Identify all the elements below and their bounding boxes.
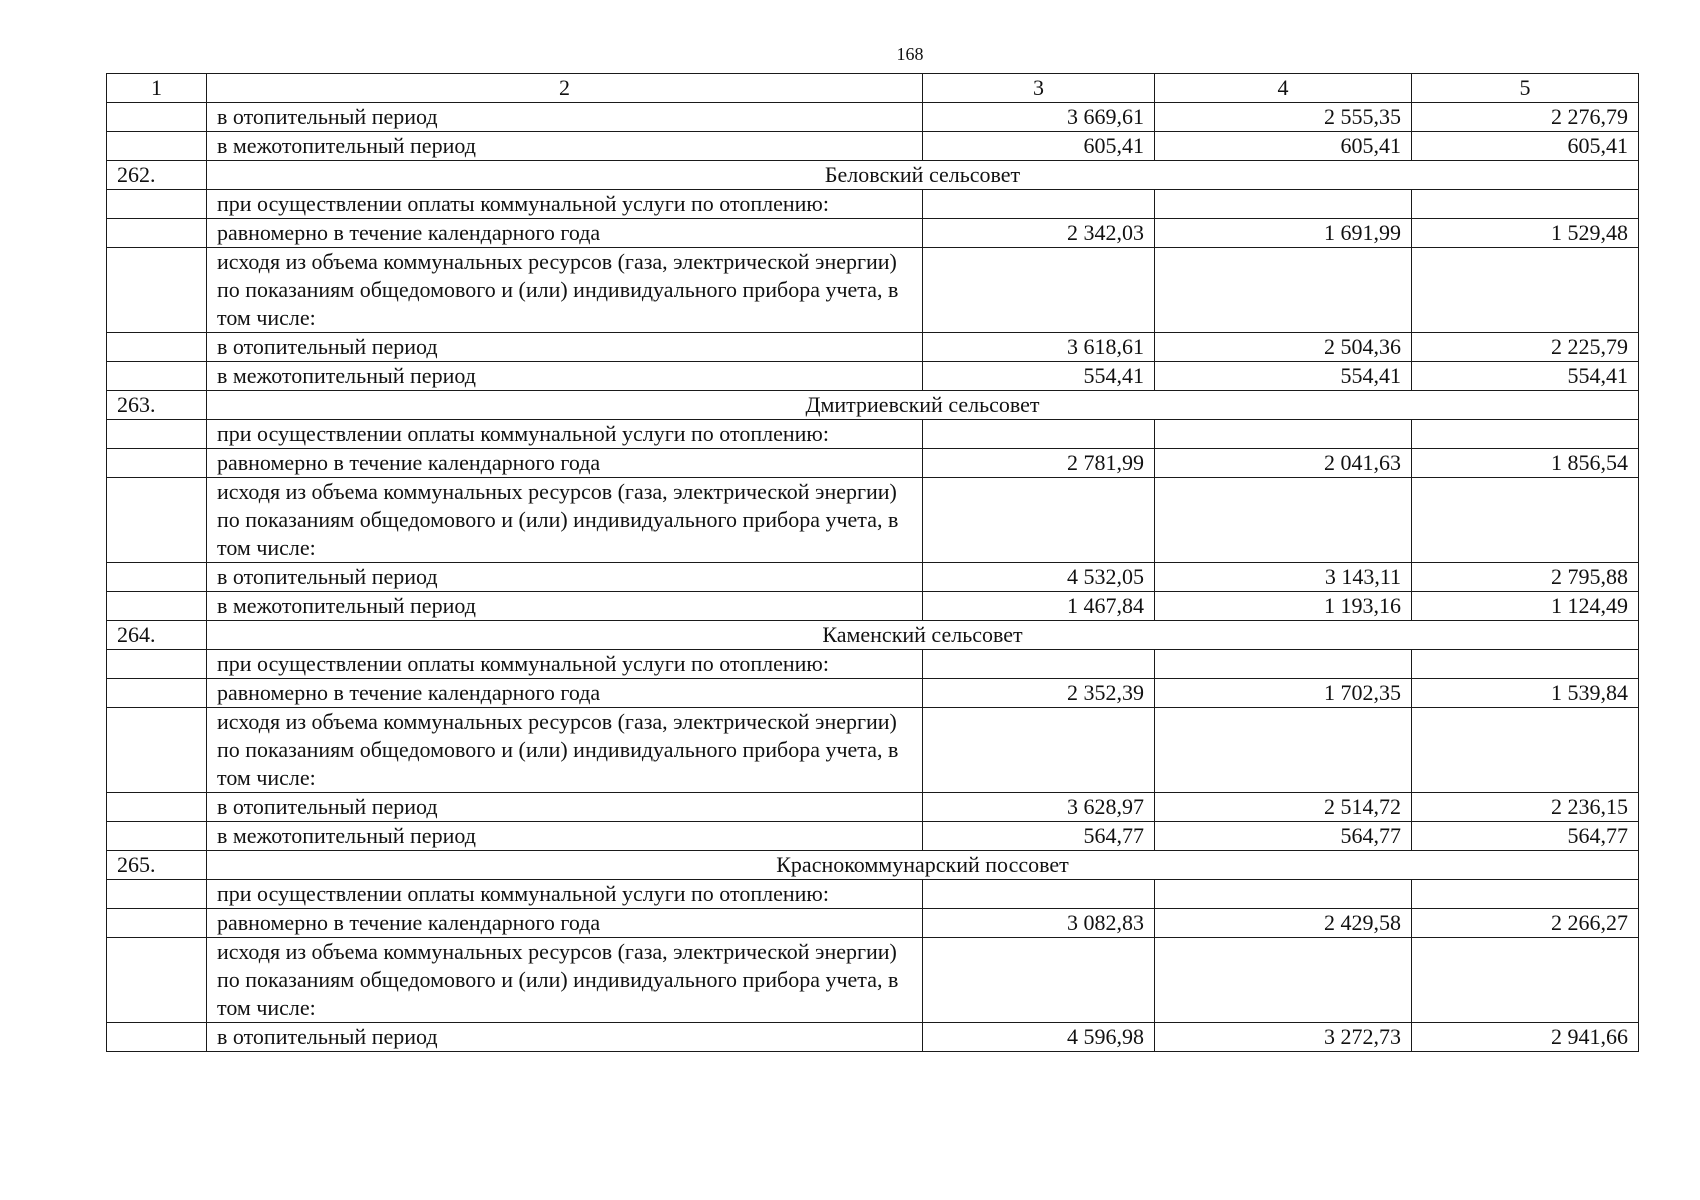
value-cell-v4: 554,41 [1155,362,1412,391]
row-number-cell [107,190,207,219]
value-cell-v4 [1155,650,1412,679]
multiline-row [107,478,1639,563]
value-cell-v4 [1155,190,1412,219]
row-number-cell [107,449,207,478]
table-row [107,333,1639,362]
row-number-cell [107,793,207,822]
value-cell-v5: 2 276,79 [1412,103,1639,132]
column-header: 2 [207,74,923,103]
table-row [107,103,1639,132]
row-description: исходя из объема коммунальных ресурсов (газа, электрической энергии) по показаниям общедомового и (или) индивидуального прибора учета, в том числе: [207,708,923,793]
row-description: равномерно в течение календарного года [207,909,923,938]
value-cell-v5 [1412,420,1639,449]
value-cell-v4: 1 702,35 [1155,679,1412,708]
value-cell-v5 [1412,708,1639,793]
column-header-row [107,74,1639,103]
table-row [107,1023,1639,1052]
value-cell-v4: 3 272,73 [1155,1023,1412,1052]
row-number-cell [107,938,207,1023]
row-description: в отопительный период [207,793,923,822]
value-cell-v4: 2 555,35 [1155,103,1412,132]
section-number: 263. [107,391,207,420]
table-row [107,592,1639,621]
value-cell-v4 [1155,708,1412,793]
row-number-cell [107,362,207,391]
value-cell-v4: 2 429,58 [1155,909,1412,938]
value-cell-v3: 564,77 [923,822,1155,851]
value-cell-v5 [1412,650,1639,679]
table-row [107,219,1639,248]
row-number-cell [107,333,207,362]
page-number: 168 [896,44,924,64]
row-number-cell [107,563,207,592]
value-cell-v3 [923,190,1155,219]
value-cell-v3: 1 467,84 [923,592,1155,621]
value-cell-v4 [1155,248,1412,333]
value-cell-v3 [923,708,1155,793]
value-cell-v4: 1 193,16 [1155,592,1412,621]
row-description: в отопительный период [207,333,923,362]
value-cell-v5: 564,77 [1412,822,1639,851]
row-number-cell [107,679,207,708]
multiline-row [107,708,1639,793]
row-number-cell [107,708,207,793]
row-number-cell [107,650,207,679]
row-description: исходя из объема коммунальных ресурсов (газа, электрической энергии) по показаниям общедомового и (или) индивидуального прибора учета, в том числе: [207,478,923,563]
section-title: Дмитриевский сельсовет [207,391,1639,420]
value-cell-v5: 1 539,84 [1412,679,1639,708]
section-row [107,851,1639,880]
section-row [107,621,1639,650]
row-number-cell [107,420,207,449]
value-cell-v5: 1 856,54 [1412,449,1639,478]
value-cell-v5: 1 529,48 [1412,219,1639,248]
row-description: при осуществлении оплаты коммунальной услуги по отоплению: [207,190,923,219]
multiline-row [107,248,1639,333]
table-row [107,420,1639,449]
row-description: в межотопительный период [207,592,923,621]
table-row [107,650,1639,679]
section-row [107,161,1639,190]
value-cell-v3: 3 628,97 [923,793,1155,822]
value-cell-v3: 4 532,05 [923,563,1155,592]
table-row [107,190,1639,219]
table-row [107,132,1639,161]
row-number-cell [107,248,207,333]
column-header: 3 [923,74,1155,103]
value-cell-v5 [1412,248,1639,333]
value-cell-v5 [1412,478,1639,563]
value-cell-v3: 554,41 [923,362,1155,391]
row-number-cell [107,592,207,621]
section-number: 264. [107,621,207,650]
table-row [107,362,1639,391]
column-header: 5 [1412,74,1639,103]
row-number-cell [107,822,207,851]
value-cell-v4: 2 514,72 [1155,793,1412,822]
value-cell-v4: 564,77 [1155,822,1412,851]
value-cell-v4: 2 504,36 [1155,333,1412,362]
row-description: равномерно в течение календарного года [207,679,923,708]
row-description: при осуществлении оплаты коммунальной услуги по отоплению: [207,880,923,909]
value-cell-v3 [923,938,1155,1023]
value-cell-v4: 3 143,11 [1155,563,1412,592]
value-cell-v4: 1 691,99 [1155,219,1412,248]
row-number-cell [107,132,207,161]
row-description: исходя из объема коммунальных ресурсов (газа, электрической энергии) по показаниям общедомового и (или) индивидуального прибора учета, в том числе: [207,248,923,333]
table-row [107,793,1639,822]
value-cell-v5: 2 266,27 [1412,909,1639,938]
value-cell-v3: 3 618,61 [923,333,1155,362]
column-header: 1 [107,74,207,103]
value-cell-v5: 1 124,49 [1412,592,1639,621]
row-description: исходя из объема коммунальных ресурсов (газа, электрической энергии) по показаниям общедомового и (или) индивидуального прибора учета, в том числе: [207,938,923,1023]
row-number-cell [107,1023,207,1052]
value-cell-v5: 2 236,15 [1412,793,1639,822]
value-cell-v3: 4 596,98 [923,1023,1155,1052]
value-cell-v3: 3 669,61 [923,103,1155,132]
multiline-row [107,938,1639,1023]
value-cell-v3: 3 082,83 [923,909,1155,938]
value-cell-v4 [1155,420,1412,449]
value-cell-v5: 554,41 [1412,362,1639,391]
value-cell-v5: 2 225,79 [1412,333,1639,362]
table-row [107,909,1639,938]
row-description: равномерно в течение календарного года [207,219,923,248]
value-cell-v3 [923,420,1155,449]
tariff-table [106,73,1639,1052]
column-header: 4 [1155,74,1412,103]
row-description: в межотопительный период [207,362,923,391]
value-cell-v5: 605,41 [1412,132,1639,161]
row-number-cell [107,909,207,938]
row-number-cell [107,880,207,909]
value-cell-v5 [1412,190,1639,219]
value-cell-v5: 2 795,88 [1412,563,1639,592]
row-description: в межотопительный период [207,132,923,161]
section-title: Каменский сельсовет [207,621,1639,650]
value-cell-v3 [923,478,1155,563]
value-cell-v4 [1155,938,1412,1023]
value-cell-v3 [923,880,1155,909]
table-body [107,74,1639,1052]
row-number-cell [107,219,207,248]
value-cell-v4: 2 041,63 [1155,449,1412,478]
table-row [107,449,1639,478]
row-description: в отопительный период [207,563,923,592]
row-description: при осуществлении оплаты коммунальной услуги по отоплению: [207,420,923,449]
row-description: при осуществлении оплаты коммунальной услуги по отоплению: [207,650,923,679]
value-cell-v5 [1412,880,1639,909]
table-row [107,822,1639,851]
value-cell-v3: 2 781,99 [923,449,1155,478]
table-row [107,880,1639,909]
section-title: Краснокоммунарский поссовет [207,851,1639,880]
table-row [107,563,1639,592]
row-description: в отопительный период [207,1023,923,1052]
value-cell-v3 [923,248,1155,333]
value-cell-v3 [923,650,1155,679]
table-row [107,679,1639,708]
section-row [107,391,1639,420]
value-cell-v3: 605,41 [923,132,1155,161]
value-cell-v5 [1412,938,1639,1023]
value-cell-v4 [1155,478,1412,563]
section-number: 265. [107,851,207,880]
section-title: Беловский сельсовет [207,161,1639,190]
section-number: 262. [107,161,207,190]
value-cell-v3: 2 342,03 [923,219,1155,248]
row-description: в межотопительный период [207,822,923,851]
value-cell-v4 [1155,880,1412,909]
row-number-cell [107,103,207,132]
row-number-cell [107,478,207,563]
row-description: в отопительный период [207,103,923,132]
value-cell-v3: 2 352,39 [923,679,1155,708]
row-description: равномерно в течение календарного года [207,449,923,478]
value-cell-v4: 605,41 [1155,132,1412,161]
value-cell-v5: 2 941,66 [1412,1023,1639,1052]
